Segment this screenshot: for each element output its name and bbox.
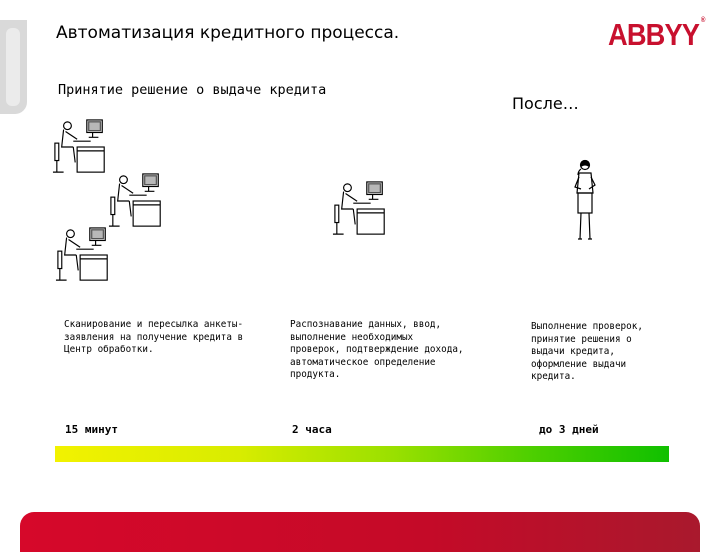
- timeline-gradient-bar: [55, 446, 669, 462]
- stage-2-description: Распознавание данных, ввод, выполнение необходимых проверок, подтверждение дохода, автоматическое определение продукта.: [290, 319, 464, 380]
- section-subtitle: Принятие решение о выдаче кредита: [58, 82, 327, 98]
- stage-2-time: 2 часа: [292, 423, 332, 436]
- slide-tab-decoration: [0, 20, 27, 114]
- workstation-icon: [52, 118, 110, 176]
- workstation-icon: [55, 226, 113, 284]
- stage-3-time: до 3 дней: [539, 423, 599, 436]
- stage-1-time: 15 минут: [65, 423, 118, 436]
- slide-title: Автоматизация кредитного процесса.: [56, 23, 400, 43]
- workstation-icon: [332, 180, 390, 238]
- workstation-icon: [108, 172, 166, 230]
- standing-woman-icon: [570, 158, 600, 250]
- abbyy-logo: ABBYY ®: [608, 17, 705, 52]
- stage-3-description: Выполнение проверок, принятие решения о выдачи кредита, оформление выдачи кредита.: [531, 321, 643, 382]
- after-label: После…: [512, 94, 579, 113]
- stage-1-description: Сканирование и пересылка анкеты- заявления на получение кредита в Центр обработки.: [64, 319, 244, 355]
- footer-bar: [20, 512, 700, 552]
